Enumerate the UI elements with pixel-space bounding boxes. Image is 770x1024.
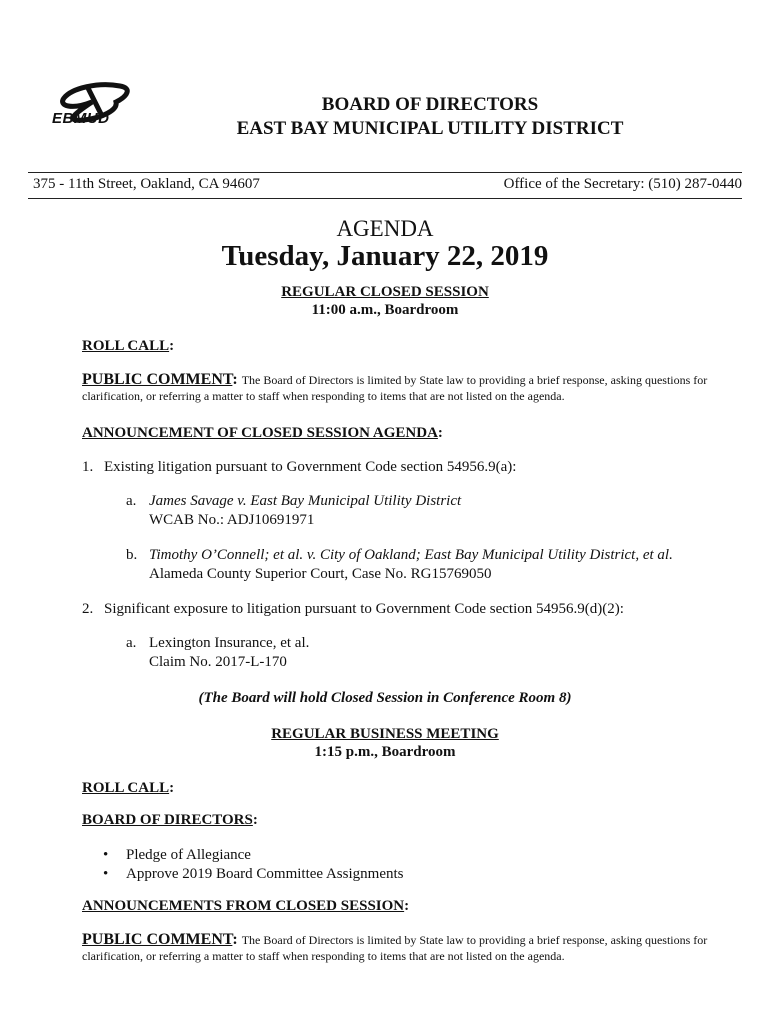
item-2-number: 2. [82,601,94,617]
item-2a-number: Claim No. 2017-L-170 [149,654,287,670]
public-comment-label: PUBLIC COMMENT [82,931,233,948]
roll-call-colon: : [169,338,175,354]
address: 375 - 11th Street, Oakland, CA 94607 [33,176,260,192]
header-district: EAST BAY MUNICIPAL UTILITY DISTRICT [236,118,624,139]
item-2-text: Significant exposure to litigation pursuant to Government Code section 54956.9(d)(2): [104,601,624,617]
item-1a-number: WCAB No.: ADJ10691971 [149,512,315,528]
roll-call-1 [82,338,174,355]
public-comment-2 [82,932,722,964]
roll-call-colon: : [169,780,175,796]
list-item: • Pledge of Allegiance [100,846,403,865]
roll-call-label: ROLL CALL [82,780,170,796]
announcements-colon: : [404,898,410,914]
roll-call-2 [82,780,174,797]
agenda-title: AGENDA [336,216,434,241]
closed-session-note: (The Board will hold Closed Session in Conference Room 8) [198,690,572,706]
board-heading: BOARD OF DIRECTORS [82,812,253,828]
item-1-number: 1. [82,459,94,475]
announcement-colon: : [437,425,443,441]
public-comment-label: PUBLIC COMMENT [82,371,233,388]
item-1-text: Existing litigation pursuant to Government Code section 54956.9(a): [104,459,517,475]
header-rule-bottom [28,198,742,199]
board-bullet-list [100,846,403,884]
secretary-phone: Office of the Secretary: (510) 287-0440 [503,176,742,192]
closed-session-heading: REGULAR CLOSED SESSION [281,284,489,300]
business-meeting-time: 1:15 p.m., Boardroom [314,744,456,760]
public-comment-1 [82,372,722,404]
item-2a-letter: a. [126,635,137,651]
header-rule-top [28,172,742,173]
item-1b-case: Timothy O’Connell; et al. v. City of Oakland; East Bay Municipal Utility District, et al. [149,547,673,563]
item-1a-case: James Savage v. East Bay Municipal Utility District [149,493,462,509]
meeting-date: Tuesday, January 22, 2019 [221,240,549,272]
announcement-section [82,425,443,442]
public-comment-colon: : [232,371,238,388]
announcements-heading: ANNOUNCEMENTS FROM CLOSED SESSION [82,898,405,914]
closed-session-time: 11:00 a.m., Boardroom [311,302,459,318]
board-colon: : [252,812,258,828]
board-section [82,812,258,829]
announcement-heading: ANNOUNCEMENT OF CLOSED SESSION AGENDA [82,425,438,441]
public-comment-text: The Board of Directors is limited by State law to providing a brief response, asking questions for clarification, or referring a matter to staff when responding to items that are not listed on the agenda. [82,933,708,963]
item-1a-letter: a. [126,493,137,509]
public-comment-text: The Board of Directors is limited by State law to providing a brief response, asking questions for clarification, or referring a matter to staff when responding to items that are not listed on the agenda. [82,373,708,403]
item-1b-number: Alameda County Superior Court, Case No. RG15769050 [149,566,492,582]
public-comment-colon: : [232,931,238,948]
item-1b-letter: b. [126,547,138,563]
item-2a-case: Lexington Insurance, et al. [149,635,310,651]
business-meeting-heading: REGULAR BUSINESS MEETING [271,726,499,742]
roll-call-label: ROLL CALL [82,338,170,354]
announcements-section [82,898,409,915]
header-board: BOARD OF DIRECTORS [321,94,539,115]
logo-text: EBMUD [52,110,110,127]
list-item: • Approve 2019 Board Committee Assignments [100,865,403,884]
